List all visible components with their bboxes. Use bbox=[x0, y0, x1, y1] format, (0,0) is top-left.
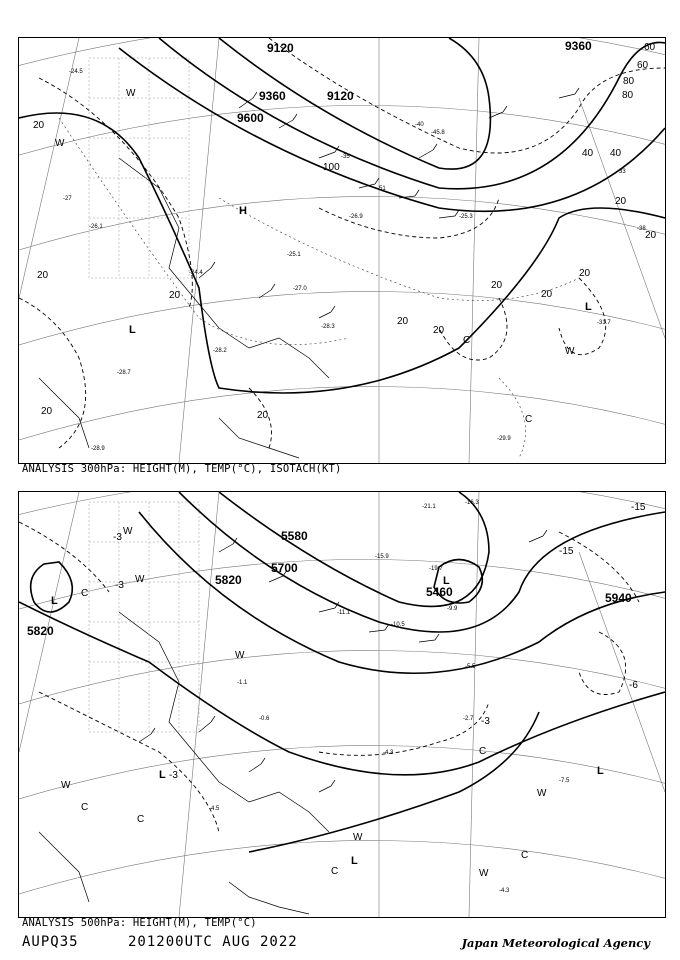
low-center-b: L bbox=[443, 575, 450, 587]
height-label-9120-a: 9120 bbox=[267, 41, 294, 55]
cold-center-a: C bbox=[81, 588, 89, 599]
height-label-9360-b: 9360 bbox=[259, 89, 286, 103]
temp-label: -9.9 bbox=[447, 606, 458, 612]
high-center: H bbox=[239, 205, 247, 217]
caption-500hpa: ANALYSIS 500hPa: HEIGHT(M), TEMP(°C) bbox=[22, 917, 257, 929]
temp-label: -24.5 bbox=[69, 69, 83, 75]
cold-center-c: C bbox=[137, 814, 145, 825]
isotach-label-80-b: 80 bbox=[623, 76, 635, 87]
warm-center-b: W bbox=[135, 574, 145, 585]
height-label-9120-b: 9120 bbox=[327, 89, 354, 103]
temp-label: -38 bbox=[637, 226, 646, 232]
temp-label: -5.5 bbox=[465, 664, 476, 670]
temp-label: -21.1 bbox=[422, 504, 436, 510]
isotach-label-60-b: 60 bbox=[637, 60, 649, 71]
temp-label: -4.3 bbox=[499, 888, 510, 894]
agency-name: Japan Meteorological Agency bbox=[461, 936, 650, 950]
cold-center-b: C bbox=[81, 802, 89, 813]
isotach-label-20-g: 20 bbox=[433, 325, 445, 336]
height-label-5820-b: 5820 bbox=[27, 624, 54, 638]
isotherm-label: -3 bbox=[115, 580, 124, 591]
isotach-label-20-b: 20 bbox=[37, 270, 49, 281]
isotherm-label: -3 bbox=[113, 532, 122, 543]
temp-label: -29.9 bbox=[497, 436, 511, 442]
temp-label: -28.9 bbox=[91, 446, 105, 452]
hatched-area bbox=[89, 502, 199, 732]
low-center-west: L bbox=[129, 324, 136, 336]
height-label-5820-a: 5820 bbox=[215, 573, 242, 587]
temp-label: -28.2 bbox=[213, 348, 227, 354]
isotherm-label: -3 bbox=[481, 716, 490, 727]
warm-center-d: W bbox=[61, 780, 71, 791]
temp-label: -28.3 bbox=[321, 324, 335, 330]
temp-label: -11.1 bbox=[337, 610, 351, 616]
map-300hpa-canvas bbox=[19, 38, 665, 463]
temp-label: -4.5 bbox=[209, 806, 220, 812]
warm-center-c: W bbox=[235, 650, 245, 661]
temp-label: -26.1 bbox=[89, 224, 103, 230]
hatched-area bbox=[89, 58, 189, 278]
cold-center-f: C bbox=[331, 866, 339, 877]
low-center-e: L bbox=[597, 765, 604, 777]
isotach-label-80-a: 80 bbox=[622, 90, 634, 101]
isotach-label-100: 100 bbox=[323, 162, 340, 173]
warm-center-b: W bbox=[55, 138, 65, 149]
temp-label: -0.6 bbox=[259, 716, 270, 722]
temp-label: -1.1 bbox=[237, 680, 248, 686]
temp-label: -51 bbox=[377, 186, 386, 192]
isotach-label-20-c: 20 bbox=[169, 290, 181, 301]
temp-label: -19.7 bbox=[429, 566, 443, 572]
warm-center-a: W bbox=[123, 526, 133, 537]
warm-center-c: W bbox=[565, 346, 575, 357]
isotherm-label: -6 bbox=[629, 680, 638, 691]
product-code: AUPQ35 bbox=[22, 934, 79, 950]
temp-label: -2.7 bbox=[463, 716, 474, 722]
height-label-5580: 5580 bbox=[281, 529, 308, 543]
temp-label: -16.3 bbox=[465, 500, 479, 506]
low-center-d: L bbox=[351, 855, 358, 867]
chart-300hpa bbox=[18, 37, 666, 464]
low-center-east: L bbox=[585, 301, 592, 313]
isotach-label-20-f: 20 bbox=[579, 268, 591, 279]
height-label-9600: 9600 bbox=[237, 111, 264, 125]
temp-label: -25.3 bbox=[459, 214, 473, 220]
isotach-label-20-a: 20 bbox=[33, 120, 45, 131]
cold-center-a: C bbox=[463, 335, 471, 346]
isotach-label-20-d: 20 bbox=[491, 280, 503, 291]
temp-label: -27.0 bbox=[293, 286, 307, 292]
cold-center-d: C bbox=[479, 746, 487, 757]
isotherms bbox=[19, 522, 639, 832]
isotherm-label: -15 bbox=[631, 502, 646, 513]
warm-center-g: W bbox=[479, 868, 489, 879]
height-label-9360-a: 9360 bbox=[565, 39, 592, 53]
temp-label: -7.5 bbox=[559, 778, 570, 784]
isotherm-label: -3 bbox=[169, 770, 178, 781]
temp-label: -10.5 bbox=[391, 622, 405, 628]
temp-label: -24.4 bbox=[189, 270, 203, 276]
isotach-label-20-i: 20 bbox=[257, 410, 269, 421]
temp-label: -40 bbox=[415, 122, 424, 128]
cold-center-b: C bbox=[525, 414, 533, 425]
caption-300hpa: ANALYSIS 300hPa: HEIGHT(M), TEMP(°C), ISOTACH(KT) bbox=[22, 463, 342, 475]
coastline bbox=[39, 612, 329, 914]
isotach-label-20-e: 20 bbox=[541, 289, 553, 300]
warm-center-f: W bbox=[537, 788, 547, 799]
isotherm-label: -15 bbox=[559, 546, 574, 557]
low-center-a: L bbox=[51, 595, 58, 607]
isotach-label-20-k: 20 bbox=[615, 196, 627, 207]
temp-label: -27 bbox=[63, 196, 72, 202]
temp-label: -35 bbox=[341, 154, 350, 160]
isotach-label-20-h: 20 bbox=[397, 316, 409, 327]
map-500hpa-canvas bbox=[19, 492, 665, 917]
isotach-label-40-a: 40 bbox=[582, 148, 594, 159]
temp-label: -45.8 bbox=[431, 130, 445, 136]
temp-label: -31.7 bbox=[597, 320, 611, 326]
temp-label: -4.3 bbox=[383, 750, 394, 756]
warm-center-a: W bbox=[126, 88, 136, 99]
low-center-c: L bbox=[159, 769, 166, 781]
cold-center-e: C bbox=[521, 850, 529, 861]
temp-label: -15.9 bbox=[375, 554, 389, 560]
temp-label: -28.7 bbox=[117, 370, 131, 376]
valid-time: 201200UTC AUG 2022 bbox=[128, 934, 298, 950]
temp-label: -25.1 bbox=[287, 252, 301, 258]
temp-label: -26.9 bbox=[349, 214, 363, 220]
height-label-5700: 5700 bbox=[271, 561, 298, 575]
isotach-label-40-b: 40 bbox=[610, 148, 622, 159]
height-label-5460: 5460 bbox=[426, 585, 453, 599]
chart-500hpa bbox=[18, 491, 666, 918]
isotach-label-60-a: 60 bbox=[644, 42, 656, 53]
isotach-label-20-l: 20 bbox=[645, 230, 657, 241]
isotach-label-20-j: 20 bbox=[41, 406, 53, 417]
warm-center-e: W bbox=[353, 832, 363, 843]
temp-label: -33 bbox=[617, 169, 626, 175]
height-label-5940: 5940 bbox=[605, 591, 632, 605]
